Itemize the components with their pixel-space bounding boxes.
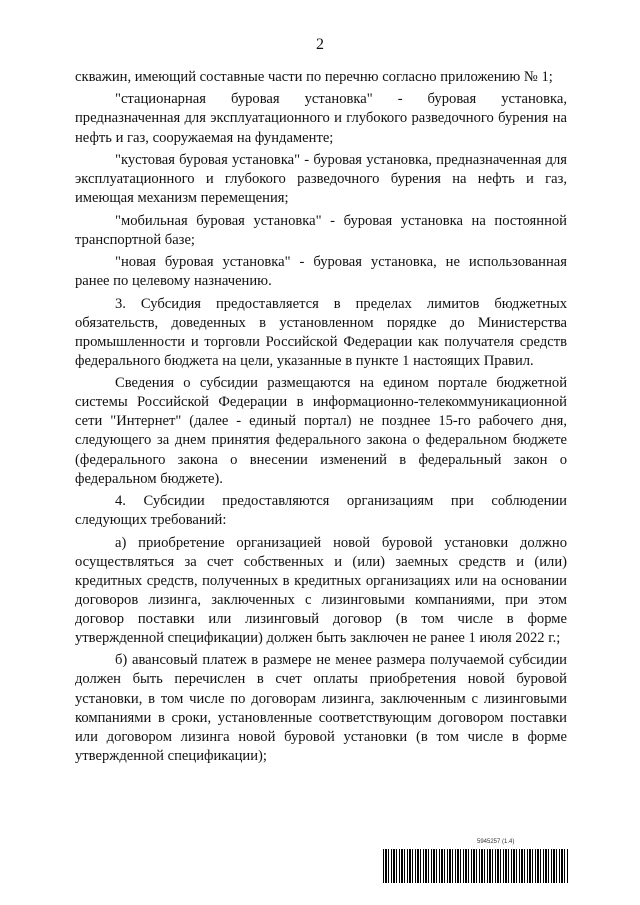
paragraph-item-4: 4. Субсидии предоставляются организациям при соблюдении следующих требований:: [75, 493, 567, 529]
document-body: [75, 68, 567, 769]
paragraph-continuation: скважин, имеющий составные части по перечню согласно приложению № 1;: [75, 69, 553, 85]
document-footer: [383, 839, 568, 885]
page-number: 2: [316, 36, 324, 53]
paragraph-definition-mobile: "мобильная буровая установка" - буровая установка на постоянной транспортной базе;: [75, 212, 567, 248]
paragraph-definition-new: "новая буровая установка" - буровая установка, не использованная ранее по целевому назначению.: [75, 254, 567, 290]
paragraph-definition-stationary: "стационарная буровая установка" - буровая установка, предназначенная для эксплуатационного и глубокого разведочного бурения на нефть и газ, сооружаемая на фундаменте;: [75, 91, 567, 146]
paragraph-item-4b: б) авансовый платеж в размере не менее размера получаемой субсидии должен быть перечислен в счет оплаты приобретения новой буровой установки, в том числе по договорам лизинга, заключенным с лизинговыми компаниями в сроки, установленные соответствующим договором поставки или договором лизинга новой буровой установки (в том числе в форме утвержденной спецификации);: [75, 652, 567, 764]
paragraph-definition-cluster: "кустовая буровая установка" - буровая установка, предназначенная для эксплуатационного и глубокого разведочного бурения на нефть и газ, имеющая механизм перемещения;: [75, 151, 567, 207]
paragraph-subsidy-info: Сведения о субсидии размещаются на едином портале бюджетной системы Российской Федерации в информационно-телекоммуникационной сети "Интернет" (далее - единый портал) не позднее 15-го рабочего дня, следующего за днем принятия федерального закона о федеральном бюджете (федерального закона о внесении изменений в федеральный закон о федеральном бюджете).: [75, 375, 567, 487]
paragraph-item-3: 3. Субсидия предоставляется в пределах лимитов бюджетных обязательств, доведенных в установленном порядке до Министерства промышленности и торговли Российской Федерации как получателя средств федерального бюджета на цели, указанные в пункте 1 настоящих Правил.: [75, 295, 567, 369]
paragraph-item-4a: а) приобретение организацией новой буровой установки должно осуществляться за счет собственных и (или) заемных средств и (или) кредитных средств, полученных в кредитных организациях или на основании договоров лизинга, заключенных с лизинговыми компаниями, при этом договор поставки или лизинговый договор (в том числе в форме утвержденной спецификации) должен быть заключен не ранее 1 июля 2022 г.;: [75, 534, 567, 646]
barcode-icon: [383, 849, 568, 883]
document-code: 5945257 (1.4): [477, 839, 515, 845]
